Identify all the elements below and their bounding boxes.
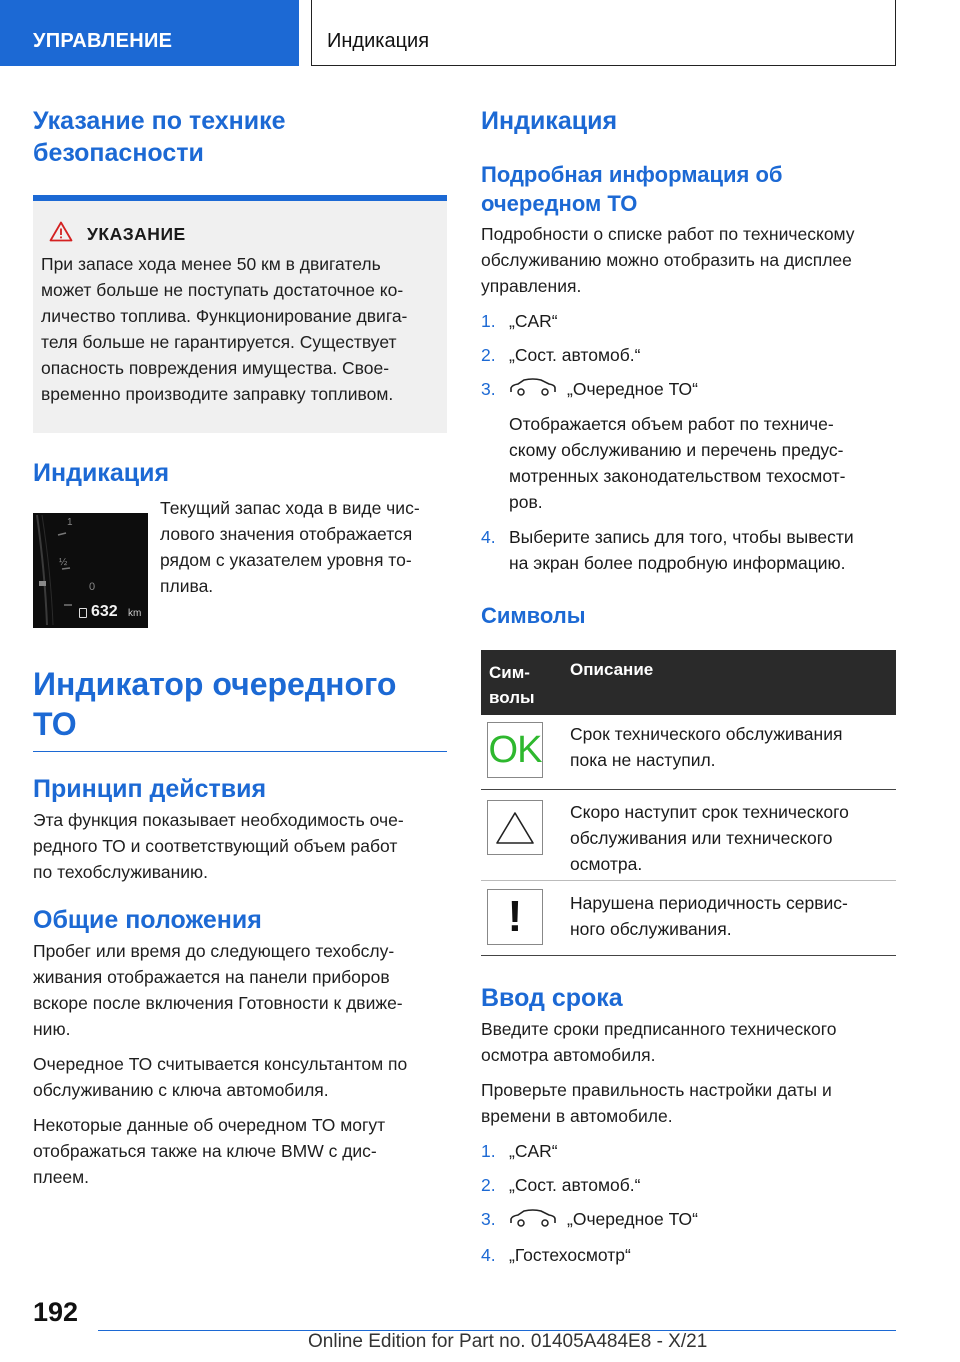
car-icon bbox=[509, 1208, 557, 1234]
list-item bbox=[481, 376, 896, 515]
details-line: обслуживанию можно отобразить на дисплее bbox=[481, 250, 852, 270]
warning-box bbox=[33, 195, 447, 433]
step-subtext: мотренных законодательством техосмот- bbox=[509, 466, 846, 487]
details-heading-line: очередном ТО bbox=[481, 191, 638, 216]
step-text: „Гостехосмотр“ bbox=[509, 1244, 631, 1265]
warning-text bbox=[41, 251, 437, 407]
general-text-1 bbox=[33, 938, 447, 1042]
date-text-2 bbox=[481, 1077, 896, 1129]
display-line: лового значения отображается bbox=[160, 524, 413, 544]
warning-line: временно производите заправку топливом. bbox=[41, 384, 394, 404]
warning-line: опасность повреждения имущества. Свое- bbox=[41, 358, 390, 378]
warning-line: личество топлива. Функционирование двига- bbox=[41, 306, 408, 326]
step-number: 1. bbox=[481, 311, 496, 331]
gauge-scale-mid: ½ bbox=[59, 557, 68, 568]
date-entry-heading: Ввод срока bbox=[481, 984, 623, 1013]
safety-heading-line: Указание по технике bbox=[33, 107, 286, 135]
list-item bbox=[481, 1242, 896, 1268]
table-header bbox=[481, 650, 896, 715]
step-subtext: Отображается объем работ по техниче- bbox=[509, 414, 834, 435]
step-number: 2. bbox=[481, 1175, 496, 1196]
chapter-title: Индикация bbox=[311, 0, 896, 66]
general-text-2 bbox=[33, 1051, 447, 1103]
list-item bbox=[481, 308, 896, 334]
warning-triangle-icon bbox=[487, 800, 543, 855]
date-text-1 bbox=[481, 1016, 896, 1068]
principle-line: редного ТО и соответствующий объем работ bbox=[33, 836, 398, 856]
general-line: живания отображается на панели приборов bbox=[33, 967, 390, 987]
general-line: отображаться также на ключе BMW с дис- bbox=[33, 1141, 377, 1161]
general-line: Пробег или время до следующего техобслу- bbox=[33, 941, 395, 961]
warning-line: теля больше не гарантируется. Существует bbox=[41, 332, 397, 352]
table-row bbox=[481, 881, 896, 956]
table-row bbox=[481, 715, 896, 790]
principle-line: Эта функция показывает необходимость оче- bbox=[33, 810, 404, 830]
details-steps bbox=[481, 308, 896, 576]
description-line: Срок технического обслуживания bbox=[570, 724, 843, 745]
gauge-scale-top: 1 bbox=[67, 517, 73, 528]
edition-text: Online Edition for Part no. 01405A484E8 - X/21 bbox=[308, 1331, 708, 1352]
display-line: рядом с указателем уровня то- bbox=[160, 550, 412, 570]
step-text: „Сост. автомоб.“ bbox=[509, 345, 641, 365]
list-item bbox=[481, 524, 896, 576]
service-indicator-heading: Индикатор очередного ТО bbox=[33, 664, 447, 752]
list-item bbox=[481, 1172, 896, 1198]
description-line: осмотра. bbox=[570, 854, 643, 875]
warning-label: УКАЗАНИЕ bbox=[87, 223, 186, 244]
ok-symbol-text: OK bbox=[488, 728, 542, 771]
step-text: „Сост. автомоб.“ bbox=[509, 1175, 641, 1196]
warning-line: При запасе хода менее 50 км в двигатель bbox=[41, 254, 381, 274]
right-column bbox=[481, 100, 896, 1268]
general-text-3 bbox=[33, 1112, 447, 1190]
details-heading bbox=[481, 160, 896, 218]
list-item bbox=[481, 342, 896, 368]
details-heading-line: Подробная информация об bbox=[481, 162, 783, 187]
general-line: нию. bbox=[33, 1019, 71, 1039]
column-header-description: Описание bbox=[570, 660, 654, 680]
display-heading: Индикация bbox=[33, 459, 170, 487]
list-item bbox=[481, 1138, 896, 1164]
step-subtext: ров. bbox=[509, 492, 543, 513]
range-value: 632 bbox=[91, 603, 118, 620]
details-line: Подробности о списке работ по техническому bbox=[481, 224, 855, 244]
details-line: управления. bbox=[481, 276, 582, 296]
exclamation-symbol-text: ! bbox=[507, 892, 523, 942]
step-text: „CAR“ bbox=[509, 311, 558, 331]
step-text: Выберите запись для того, чтобы вывести bbox=[509, 527, 854, 548]
list-item bbox=[481, 1206, 896, 1233]
column-header-line: волы bbox=[489, 688, 535, 708]
step-number: 3. bbox=[481, 379, 496, 399]
page-number: 192 bbox=[33, 1297, 79, 1327]
general-line: Некоторые данные об очередном ТО могут bbox=[33, 1115, 386, 1135]
display-line: Текущий запас хода в виде чис- bbox=[160, 498, 420, 518]
description-line: Нарушена периодичность сервис- bbox=[570, 893, 848, 914]
row-description bbox=[570, 790, 896, 880]
step-number: 4. bbox=[481, 1244, 496, 1265]
details-text bbox=[481, 221, 896, 299]
table-row bbox=[481, 790, 896, 881]
principle-heading: Принцип действия bbox=[33, 775, 267, 803]
general-heading: Общие положения bbox=[33, 906, 262, 934]
date-line: Введите сроки предписанного технического bbox=[481, 1019, 837, 1040]
fuel-pump-icon bbox=[79, 608, 87, 618]
step-number: 2. bbox=[481, 345, 496, 365]
display-block bbox=[33, 497, 447, 628]
column-header-symbols bbox=[481, 650, 570, 715]
date-steps bbox=[481, 1138, 896, 1267]
symbols-table bbox=[481, 650, 896, 956]
step-subtext: скому обслуживанию и перечень предус- bbox=[509, 440, 844, 461]
date-line: Проверьте правильность настройки даты и bbox=[481, 1080, 832, 1101]
display-line: плива. bbox=[160, 576, 214, 596]
principle-line: по техобслуживанию. bbox=[33, 862, 208, 882]
step-text: „Очередное ТО“ bbox=[567, 1209, 698, 1230]
left-column bbox=[33, 100, 447, 1190]
symbols-heading: Символы bbox=[481, 603, 586, 629]
safety-heading bbox=[33, 105, 447, 169]
gauge-scale-bottom: 0 bbox=[89, 581, 96, 593]
description-line: ного обслуживания. bbox=[570, 919, 732, 940]
date-line: времени в автомобиле. bbox=[481, 1106, 673, 1127]
step-text: „CAR“ bbox=[509, 1141, 558, 1162]
warning-line: может больше не поступать достаточное ко- bbox=[41, 280, 404, 300]
column-header-line: Сим- bbox=[489, 663, 530, 683]
step-number: 4. bbox=[481, 527, 496, 548]
date-line: осмотра автомобиля. bbox=[481, 1045, 656, 1066]
row-description bbox=[570, 881, 896, 955]
step-text: „Очередное ТО“ bbox=[567, 379, 698, 399]
general-line: вскоре после включения Готовности к движе- bbox=[33, 993, 403, 1013]
general-line: обслуживанию с ключа автомобиля. bbox=[33, 1080, 329, 1100]
warning-triangle-icon bbox=[49, 221, 73, 247]
section-tab: УПРАВЛЕНИЕ bbox=[0, 0, 299, 66]
step-text: на экран более подробную информацию. bbox=[509, 553, 846, 574]
step-number: 3. bbox=[481, 1209, 496, 1230]
safety-heading-line: безопасности bbox=[33, 139, 204, 167]
car-icon bbox=[509, 377, 557, 403]
description-line: Скоро наступит срок технического bbox=[570, 802, 849, 823]
exclamation-icon bbox=[487, 889, 543, 945]
description-line: пока не наступил. bbox=[570, 750, 716, 771]
warning-header bbox=[49, 221, 437, 247]
fuel-gauge-image bbox=[33, 513, 148, 628]
principle-text bbox=[33, 807, 447, 885]
range-unit: km bbox=[128, 608, 142, 619]
general-line: плеем. bbox=[33, 1167, 90, 1187]
right-display-heading: Индикация bbox=[481, 107, 618, 135]
step-number: 1. bbox=[481, 1141, 496, 1162]
display-text bbox=[160, 495, 420, 628]
ok-icon bbox=[487, 722, 543, 778]
row-description bbox=[570, 715, 896, 789]
general-line: Очередное ТО считывается консультантом по bbox=[33, 1054, 408, 1074]
description-line: обслуживания или технического bbox=[570, 828, 833, 849]
